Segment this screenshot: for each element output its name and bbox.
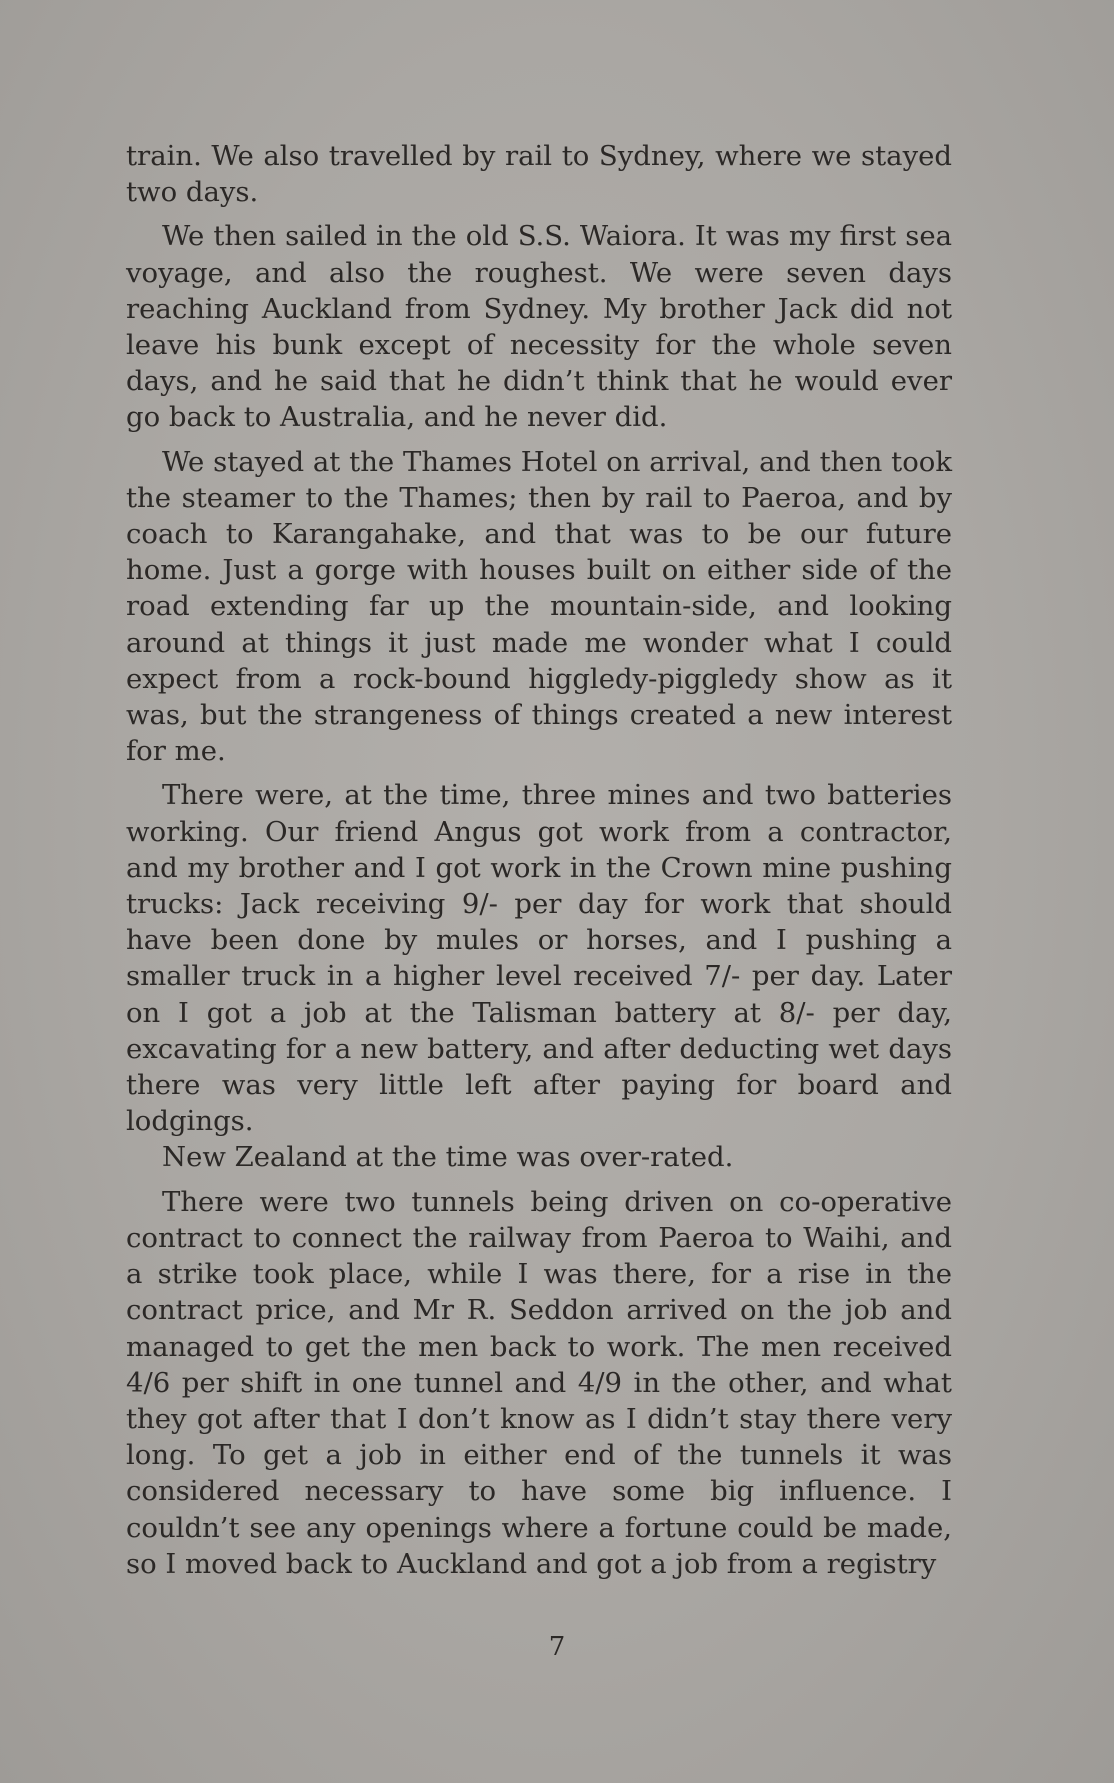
paragraph-sea-voyage: We then sailed in the old S.S. Waiora. It was my first sea voyage, and also the roughest. We were seven days reaching Auckland from Sydney. My brother Jack did not leave his bunk except of necessity for the whole seven days, and he said that he didn’t think that he would ever go back to Australia, and he never did. <box>126 220 952 434</box>
body-text <box>126 138 952 1582</box>
paragraph-over-rated: New Zealand at the time was over-rated. <box>162 1141 734 1174</box>
paragraph-karangahake: We stayed at the Thames Hotel on arrival, and then took the steamer to the Thames; then by rail to Paeroa, and by coach to Karangahake, and that was to be our future home. Just a gorge with houses built on either side of the road extending far up the mountain-side, and looking around at things it just made me wonder what I could expect from a rock-bound higgledy-piggledy show as it was, but the strangeness of things created a new interest for me. <box>126 445 952 768</box>
paragraph-mines-work: There were, at the time, three mines and two batteries working. Our friend Angus got work from a contractor, and my brother and I got work in the Crown mine pushing trucks: Jack receiving 9/- per day for work that should have been done by mules or horses, and I pushing a smaller truck in a higher level received 7/- per day. Later on I got a job at the Talisman battery at 8/- per day, excavating for a new battery, and after deducting wet days there was very little left after paying for board and lodgings. <box>126 779 952 1138</box>
paragraph-tunnels: There were two tunnels being driven on co-operative contract to connect the railway from Paeroa to Waihi, and a strike took place, while I was there, for a rise in the contract price, and Mr R. Seddon arrived on the job and managed to get the men back to work. The men received 4/6 per shift in one tunnel and 4/9 in the other, and what they got after that I don’t know as I didn’t stay there very long. To get a job in either end of the tunnels it was considered necessary to have some big influence. I couldn’t see any openings where a fortune could be made, so I moved back to Auckland and got a job from a registry <box>126 1185 952 1580</box>
page-number: 7 <box>548 1632 566 1662</box>
paragraph-continuation: train. We also travelled by rail to Sydney, where we stayed two days. <box>126 140 952 209</box>
